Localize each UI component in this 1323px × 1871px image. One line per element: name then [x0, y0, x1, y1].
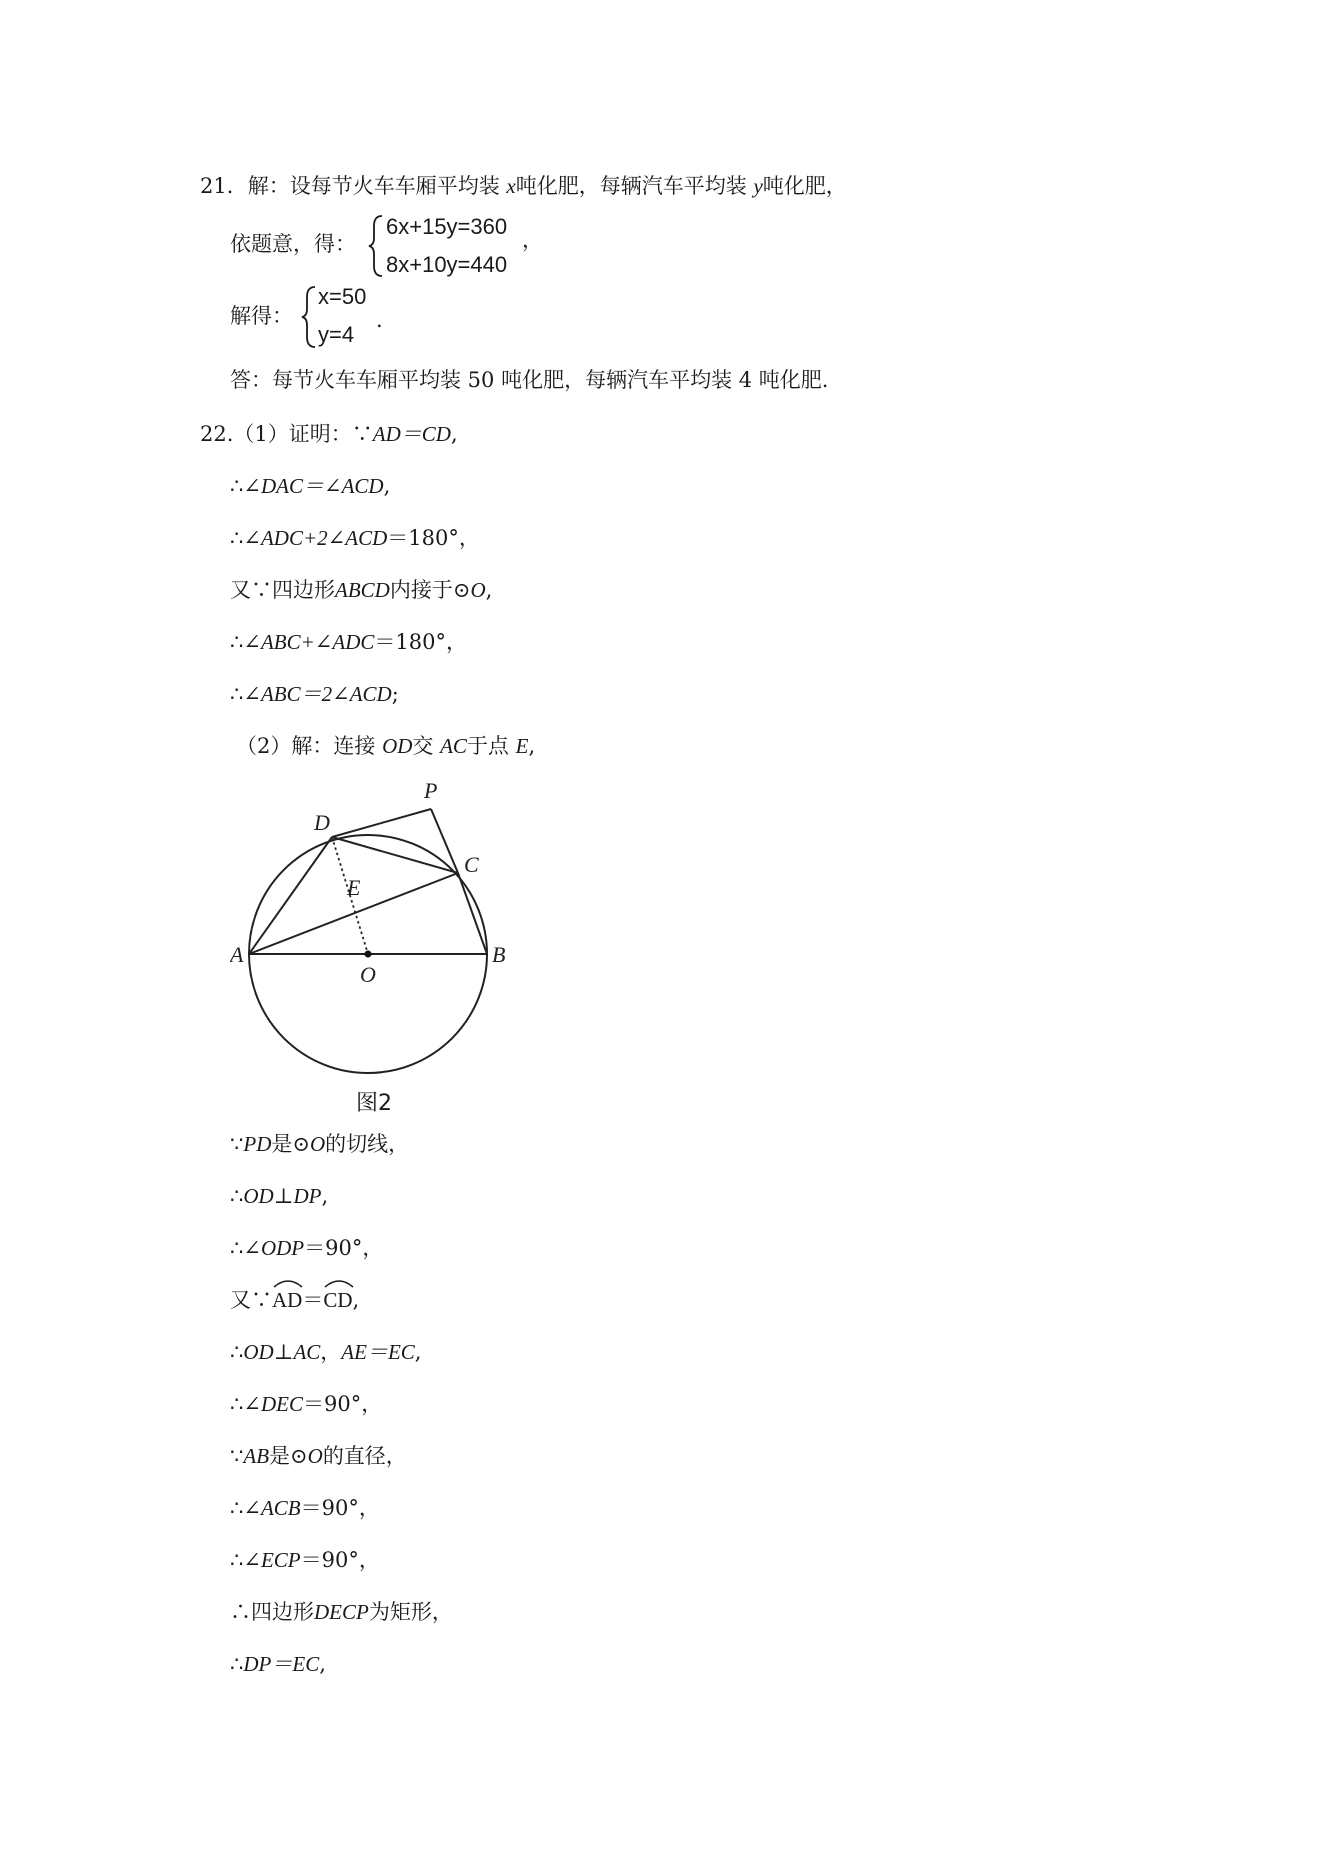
q22-step4-sym: ∴∠: [230, 630, 261, 654]
q21-eq2: 8x+10y=440: [386, 252, 508, 277]
q22-s4-eq: ＝: [302, 1288, 324, 1312]
q21-var-y: y: [753, 174, 763, 198]
q22-part2-ac: AC: [440, 734, 467, 758]
q22-step4-expr: ABC+∠ADC: [260, 630, 375, 654]
q22-step3-mid: 内接于⊙: [389, 578, 471, 602]
q22-part1-line: [200, 420, 458, 448]
q22-step4-tail: ＝180°，: [374, 630, 467, 654]
arc-cd: [323, 1286, 352, 1314]
q22-s10-sym: ∴四边形: [230, 1600, 314, 1624]
q22-part1-expr: AD＝CD: [372, 422, 451, 446]
q22-s10-tail: 为矩形，: [368, 1600, 453, 1624]
q22-s4: [230, 1286, 359, 1314]
q22-s6: [230, 1390, 382, 1418]
q22-s4-sym: 又∵: [230, 1288, 272, 1312]
q22-s9: [230, 1546, 380, 1574]
q22-s2: [230, 1182, 328, 1210]
q22-part2-e: E: [515, 734, 529, 758]
q21-sol1: x=50: [318, 284, 367, 309]
q22-part2-prefix: （2）解：连接: [236, 734, 376, 758]
q22-step3-tail: ,: [485, 578, 493, 602]
label-o: O: [360, 962, 376, 987]
q22-s3-tail: ＝90°，: [304, 1236, 384, 1260]
q22-s7-expr: AB: [243, 1444, 270, 1468]
q22-s1: [230, 1130, 409, 1158]
q22-step4: [230, 628, 467, 656]
q22-s1-expr: PD: [243, 1132, 272, 1156]
q22-s9-expr: ECP: [260, 1548, 301, 1572]
q22-step1: [230, 472, 390, 500]
q22-s8-sym: ∴∠: [230, 1496, 261, 1520]
q22-s10-expr: DECP: [314, 1600, 369, 1624]
q22-s11-expr: DP＝EC: [243, 1652, 320, 1676]
q22-step1-expr: DAC＝∠ACD: [260, 474, 384, 498]
q22-s3-sym: ∴∠: [230, 1236, 261, 1260]
q22-part1-prefix: 22.（1）证明：∵: [200, 422, 373, 446]
q22-part2-tail: ,: [528, 734, 536, 758]
label-a: A: [230, 942, 244, 967]
point-o: [365, 951, 372, 958]
q22-s1-o: O: [309, 1132, 326, 1156]
q22-step3-o: O: [470, 578, 486, 602]
q22-s1-mid: 是⊙: [271, 1132, 310, 1156]
figure-caption: 图2: [356, 1091, 392, 1116]
arc-cd-mark: [323, 1278, 355, 1288]
arc-cd-label: CD: [323, 1288, 353, 1312]
segment-dp: [332, 809, 431, 837]
q22-s11: [230, 1650, 326, 1678]
q21-line3-label: 解得：: [230, 304, 293, 328]
q21-eq-comma: ，: [522, 228, 543, 252]
arc-ad-label: AD: [272, 1288, 303, 1312]
q22-s2-sym: ∴: [230, 1184, 244, 1208]
segment-ad: [249, 837, 332, 954]
q22-s9-sym: ∴∠: [230, 1548, 261, 1572]
label-b: B: [492, 942, 506, 967]
q22-step5-expr: ABC＝2∠ACD: [260, 682, 392, 706]
q22-part2-od: OD: [382, 734, 413, 758]
q22-s11-sym: ∴: [230, 1652, 244, 1676]
q22-s7-sym: ∵: [230, 1444, 244, 1468]
q22-step5-tail: ;: [391, 682, 399, 706]
arc-ad-mark: [272, 1278, 304, 1288]
q21-sol-period: .: [376, 308, 383, 332]
q22-step3: [230, 576, 492, 604]
q22-s7: [230, 1442, 407, 1470]
label-e: E: [347, 875, 361, 900]
q22-step2-sym: ∴∠: [230, 526, 261, 550]
q22-s1-sym: ∵: [230, 1132, 244, 1156]
q22-s8: [230, 1494, 380, 1522]
label-p: P: [424, 778, 438, 803]
q22-s5-tail: ,: [414, 1340, 422, 1364]
q22-step1-sym: ∴∠: [230, 474, 261, 498]
q21-solution-brace: [301, 285, 319, 349]
q21-line1-prefix: 21．解：设每节火车车厢平均装: [200, 174, 500, 198]
q22-part2-mid: 交: [412, 734, 434, 758]
q22-s4-tail: ,: [352, 1288, 360, 1312]
q21-answer: 答：每节火车车厢平均装 50 吨化肥，每辆汽车平均装 4 吨化肥.: [230, 368, 829, 392]
q22-s5-expr: OD⊥AC: [243, 1340, 321, 1364]
q22-step1-tail: ,: [383, 474, 391, 498]
arc-ad: [272, 1286, 302, 1314]
q21-eq1: 6x+15y=360: [386, 214, 508, 239]
geometry-figure: [230, 770, 520, 1140]
q22-s7-mid: 是⊙: [269, 1444, 308, 1468]
q22-s1-tail: 的切线，: [325, 1132, 410, 1156]
segment-cb: [458, 873, 487, 954]
q21-system-brace: [368, 214, 386, 278]
segment-dc: [332, 837, 458, 873]
label-c: C: [464, 852, 479, 877]
q22-s8-tail: ＝90°，: [300, 1496, 380, 1520]
q22-step5: [230, 680, 399, 708]
q22-step2-tail: ＝180°，: [387, 526, 480, 550]
q22-s5-sym: ∴: [230, 1340, 244, 1364]
q22-s5-expr2: AE＝EC: [341, 1340, 415, 1364]
q22-s8-expr: ACB: [260, 1496, 301, 1520]
q22-step3-sym: 又∵四边形: [230, 578, 335, 602]
q22-s9-tail: ＝90°，: [300, 1548, 380, 1572]
q22-s6-tail: ＝90°，: [302, 1392, 383, 1416]
q22-s6-expr: DEC: [260, 1392, 303, 1416]
label-d: D: [314, 810, 330, 835]
q22-step5-sym: ∴∠: [230, 682, 261, 706]
q22-part2-mid2: 于点: [466, 734, 509, 758]
q22-s7-o: O: [307, 1444, 323, 1468]
q22-s5-mid: ，: [320, 1340, 342, 1364]
q22-s10: [230, 1598, 453, 1626]
q22-step3-expr: ABCD: [335, 578, 390, 602]
q22-s6-sym: ∴∠: [230, 1392, 261, 1416]
q21-var-x: x: [506, 174, 516, 198]
q22-step2-expr: ADC+2∠ACD: [260, 526, 388, 550]
q22-s3: [230, 1234, 383, 1262]
q22-s5: [230, 1338, 421, 1366]
q21-line1: [200, 172, 847, 200]
q22-s11-tail: ,: [319, 1652, 326, 1676]
q22-s2-expr: OD⊥DP: [243, 1184, 322, 1208]
q21-line2-label: 依题意，得：: [230, 232, 356, 256]
q21-line1-suffix: 吨化肥，: [762, 174, 847, 198]
q21-line1-mid: 吨化肥，每辆汽车平均装: [515, 174, 747, 198]
q22-part1-tail: ,: [450, 422, 458, 446]
q21-sol2: y=4: [318, 322, 355, 347]
q22-s7-tail: 的直径，: [322, 1444, 407, 1468]
q22-s2-tail: ,: [321, 1184, 329, 1208]
q22-part2-line: [236, 732, 535, 760]
q22-step2: [230, 524, 480, 552]
q22-s3-expr: ODP: [260, 1236, 305, 1260]
